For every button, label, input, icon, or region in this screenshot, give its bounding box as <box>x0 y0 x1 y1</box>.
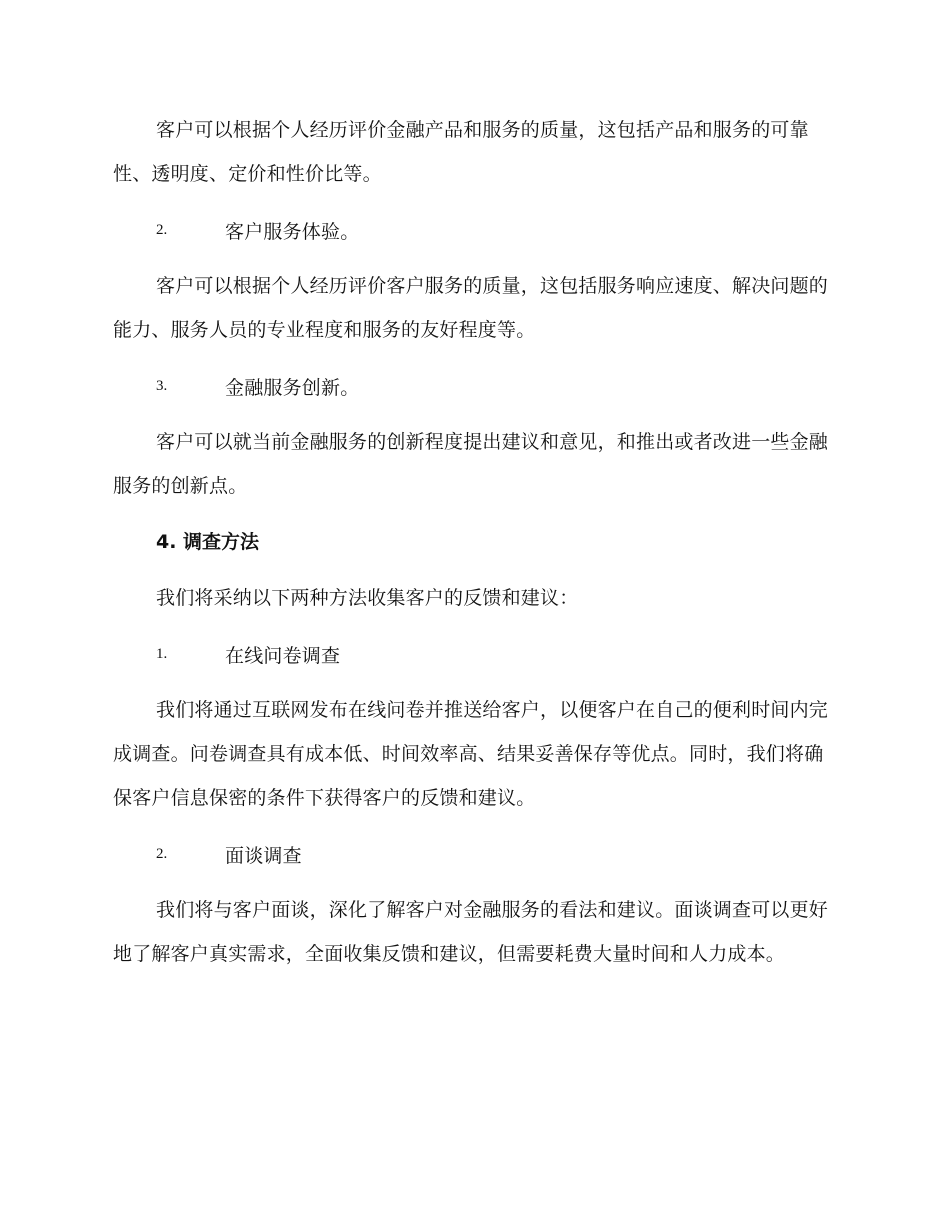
paragraph-service-quality: 客户可以根据个人经历评价客户服务的质量，这包括服务响应速度、解决问题的能力、服务人员的专业程度和服务的友好程度等。 <box>113 275 829 341</box>
list-text: 在线问卷调查 <box>225 644 341 667</box>
paragraph-innovation: 客户可以就当前金融服务的创新程度提出建议和意见，和推出或者改进一些金融服务的创新点。 <box>113 431 829 497</box>
list-number: 2. <box>156 845 168 862</box>
list-text: 金融服务创新。 <box>225 376 360 399</box>
list-item-interview-survey <box>113 832 833 876</box>
list-number: 3. <box>156 377 168 394</box>
list-text: 面谈调查 <box>225 844 302 867</box>
document-body <box>113 108 833 988</box>
list-item-online-survey <box>113 632 833 676</box>
paragraph-methods-intro: 我们将采纳以下两种方法收集客户的反馈和建议： <box>156 587 579 609</box>
list-item-customer-service <box>113 208 833 252</box>
list-number: 2. <box>156 221 168 238</box>
list-number: 1. <box>156 645 168 662</box>
list-text: 客户服务体验。 <box>225 220 360 243</box>
paragraph-product-quality: 客户可以根据个人经历评价金融产品和服务的质量，这包括产品和服务的可靠性、透明度、定价和性价比等。 <box>113 119 809 185</box>
paragraph-online-survey: 我们将通过互联网发布在线问卷并推送给客户，以便客户在自己的便利时间内完成调查。问卷调查具有成本低、时间效率高、结果妥善保存等优点。同时，我们将确保客户信息保密的条件下获得客户的反馈和建议。 <box>113 699 829 809</box>
section-heading-survey-methods: 4. 调查方法 <box>156 531 260 553</box>
list-item-financial-innovation <box>113 364 833 408</box>
paragraph-interview-survey: 我们将与客户面谈，深化了解客户对金融服务的看法和建议。面谈调查可以更好地了解客户真实需求，全面收集反馈和建议，但需要耗费大量时间和人力成本。 <box>113 899 829 965</box>
